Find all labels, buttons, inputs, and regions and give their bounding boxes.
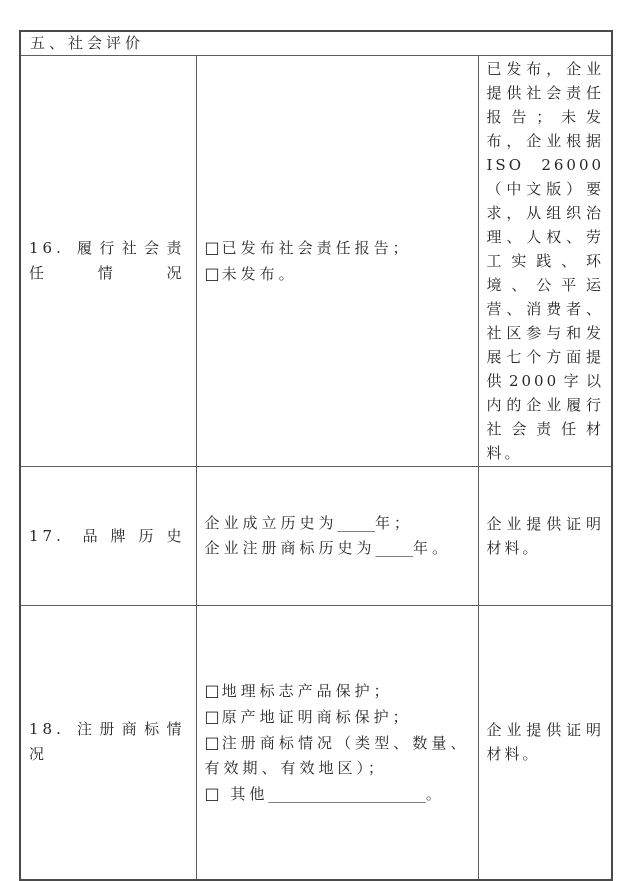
blank-field[interactable]: _____ xyxy=(375,539,414,557)
row-17-requirement: 企业提供证明材料。 xyxy=(478,467,612,606)
row-18-label: 18. 注册商标情况 xyxy=(20,606,196,880)
table-row-17 xyxy=(20,467,612,606)
checkbox-icon[interactable]: □ xyxy=(204,680,222,700)
row-16-options xyxy=(196,56,478,467)
option-line-not-published xyxy=(205,261,470,287)
fill-line-founding-history xyxy=(205,511,470,536)
option-text: 未发布。 xyxy=(221,265,298,283)
option-line-geo-indication xyxy=(205,678,470,704)
checkbox-icon[interactable]: □ xyxy=(204,706,222,726)
option-text: 已发布社会责任报告； xyxy=(221,239,412,257)
blank-field[interactable]: _____ xyxy=(337,514,376,532)
row-16-label: 16. 履行社会责任情况 xyxy=(20,56,196,467)
fill-line-text: 企业注册商标历史为 xyxy=(204,539,376,557)
option-text: 注册商标情况（类型、数量、有效期、有效地区）； xyxy=(204,733,470,777)
row-17-fields xyxy=(196,467,478,606)
social-evaluation-table xyxy=(19,30,613,881)
fill-line-suffix: 年。 xyxy=(413,539,452,557)
table-row-18 xyxy=(20,606,612,880)
section-header-row xyxy=(20,31,612,56)
blank-field[interactable]: _____________________ xyxy=(268,784,426,803)
checkbox-icon[interactable]: □ xyxy=(204,238,222,257)
option-text: 其他 xyxy=(221,784,269,803)
fill-line-suffix: 年； xyxy=(375,514,414,532)
row-17-label: 17. 品牌历史 xyxy=(20,467,196,606)
row-16-requirement: 已发布，企业提供社会责任报告；未发布，企业根据 ISO 26000 （中文版）要求，从组织治理、人权、劳工实践、环境、公平运营、消费者、社区参与和发展七个方面提供2000字以内的企业履行社会责任材料。 xyxy=(478,56,612,467)
option-line-published xyxy=(205,235,470,261)
row-18-options xyxy=(196,606,478,880)
option-line-registered-trademark xyxy=(205,730,470,781)
section-title: 五、社会评价 xyxy=(20,31,612,56)
table-row-16 xyxy=(20,56,612,467)
checkbox-icon[interactable]: □ xyxy=(204,732,222,752)
option-text: 地理标志产品保护； xyxy=(221,681,393,700)
option-line-origin-cert xyxy=(205,704,470,730)
option-text: 原产地证明商标保护； xyxy=(221,707,412,726)
checkbox-icon[interactable]: □ xyxy=(204,783,222,803)
fill-line-text: 企业成立历史为 xyxy=(204,514,338,532)
option-suffix: 。 xyxy=(425,784,445,803)
fill-line-trademark-history xyxy=(205,536,470,561)
checkbox-icon[interactable]: □ xyxy=(204,264,222,283)
option-line-other xyxy=(205,781,470,807)
row-18-requirement: 企业提供证明材料。 xyxy=(478,606,612,880)
